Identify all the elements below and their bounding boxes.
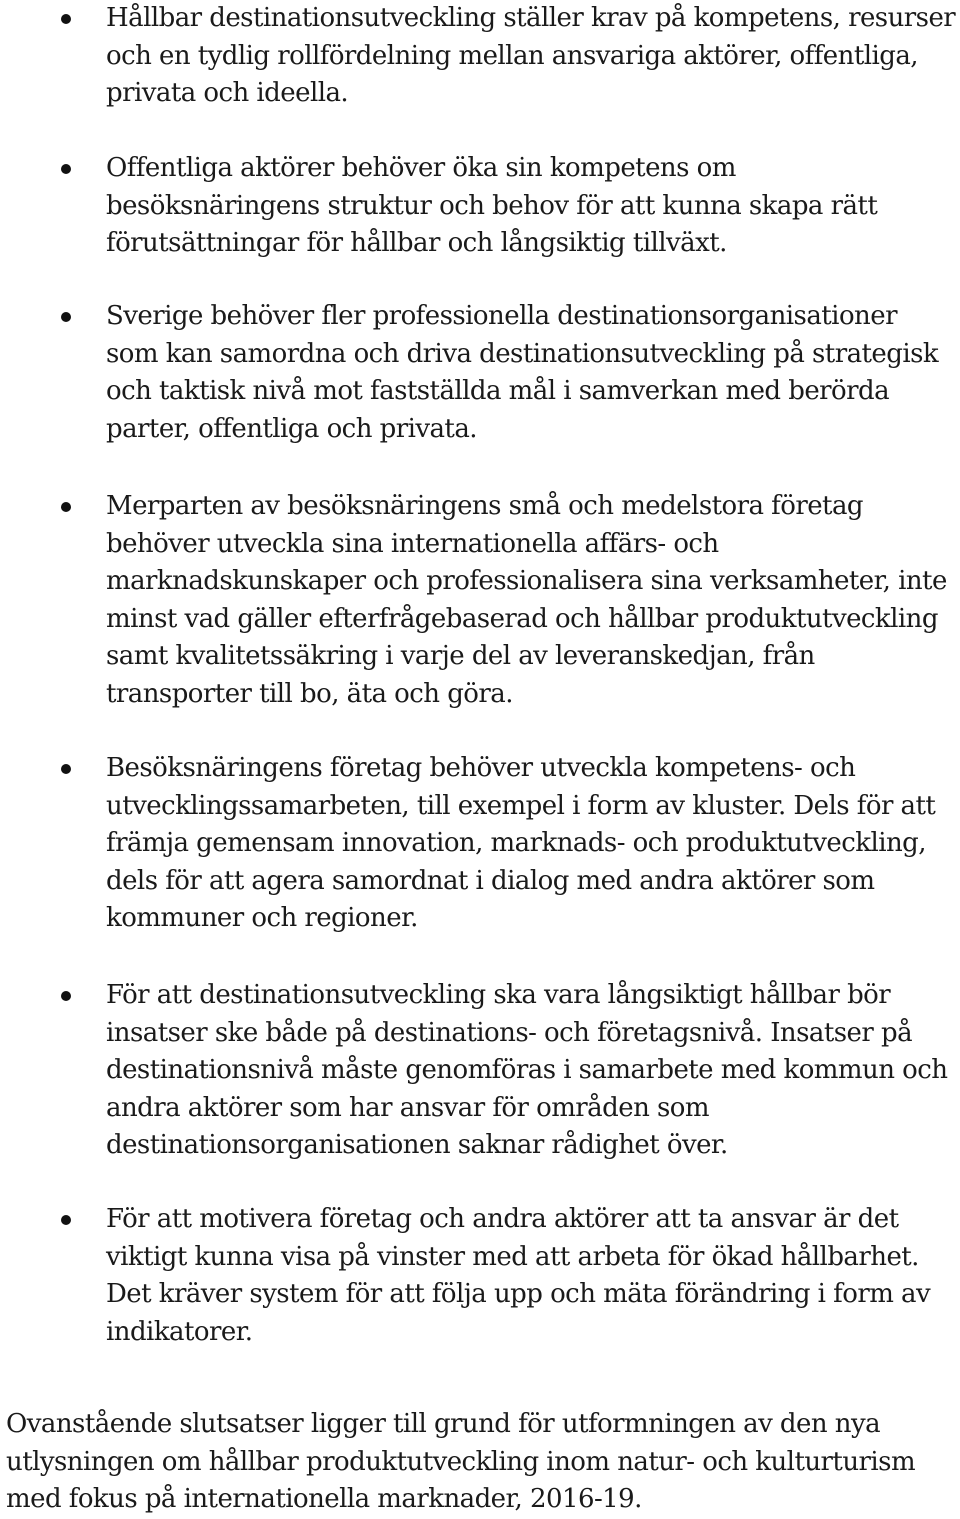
bullet-text: Offentliga aktörer behöver öka sin kompetens om besöksnäringens struktur och behov för att kunna skapa rätt förutsättningar för hållbar och långsiktig tillväxt. xyxy=(106,153,878,259)
bullet-text: För att motivera företag och andra aktörer att ta ansvar är det viktigt kunna visa på vinster med att arbeta för ökad hållbarhet. Det kräver system för att följa upp och mäta förändring i form av indikatorer. xyxy=(106,1204,931,1347)
bullet-text: Hållbar destinationsutveckling ställer krav på kompetens, resurser och en tydlig rollfördelning mellan ansvariga aktörer, offentliga, privata och ideella. xyxy=(106,3,956,109)
bullet-icon xyxy=(61,312,71,322)
bullet-text: För att destinationsutveckling ska vara långsiktigt hållbar bör insatser ske både på destinations- och företagsnivå. Insatser på destinationsnivå måste genomföras i samarbete med kommun och andra aktörer som har ansvar för områden som destinationsorganisationen saknar rådighet över. xyxy=(106,980,948,1161)
bullet-icon xyxy=(61,991,71,1001)
bullet-text: Sverige behöver fler professionella destinationsorganisationer som kan samordna och driva destinationsutveckling på strategisk och taktisk nivå mot fastställda mål i samverkan med berörda parter, offentliga och privata. xyxy=(106,301,939,444)
bullet-icon xyxy=(61,1215,71,1225)
bullet-item xyxy=(106,298,956,448)
bullet-item xyxy=(106,150,956,263)
bullet-item xyxy=(106,1201,956,1351)
bullet-icon xyxy=(61,164,71,174)
bullet-text: Merparten av besöksnäringens små och medelstora företag behöver utveckla sina internationella affärs- och marknadskunskaper och professionalisera sina verksamheter, inte minst vad gäller efterfrågebaserad och hållbar produktutveckling samt kvalitetssäkring i varje del av leveranskedjan, från transporter till bo, äta och göra. xyxy=(106,491,947,709)
bullet-icon xyxy=(61,14,71,24)
bullet-icon xyxy=(61,502,71,512)
bullet-item xyxy=(106,750,956,938)
bullet-icon xyxy=(61,764,71,774)
bullet-text: Besöksnäringens företag behöver utveckla kompetens- och utvecklingssamarbeten, till exempel i form av kluster. Dels för att främja gemensam innovation, marknads- och produktutveckling, dels för att agera samordnat i dialog med andra aktörer som kommuner och regioner. xyxy=(106,753,936,934)
bullet-item xyxy=(106,977,956,1165)
conclusion-paragraph: Ovanstående slutsatser ligger till grund för utformningen av den nya utlysningen om hållbar produktutveckling inom natur- och kulturturism med fokus på internationella marknader, 2016-19. xyxy=(6,1409,916,1515)
bullet-item xyxy=(106,0,956,113)
bullet-item xyxy=(106,488,956,714)
